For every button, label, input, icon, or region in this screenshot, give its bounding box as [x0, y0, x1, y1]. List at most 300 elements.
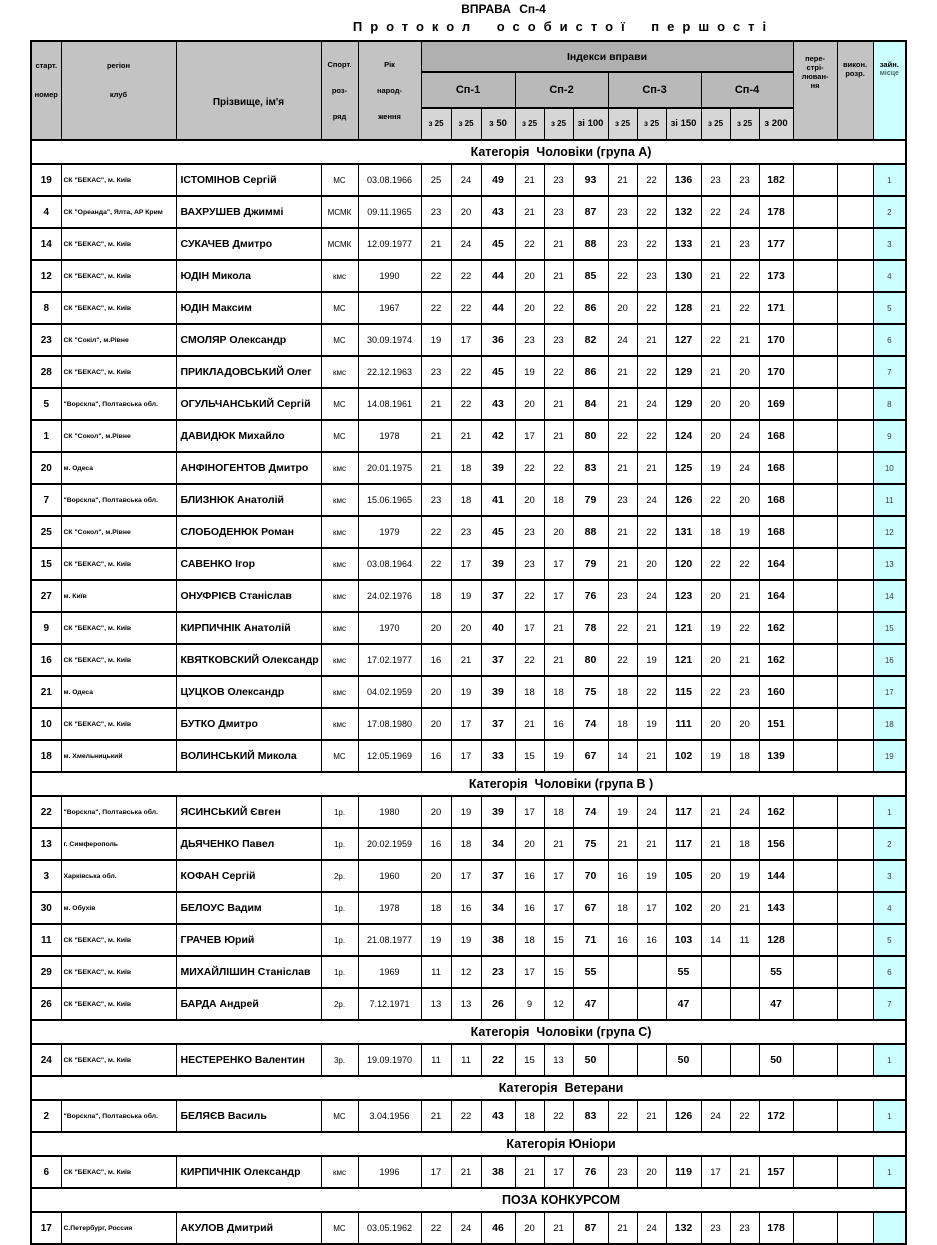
fulfilled-rank-cell [837, 324, 873, 356]
score-cell: 21 [515, 708, 544, 740]
score-cell: 22 [544, 356, 573, 388]
place-cell: 5 [873, 924, 906, 956]
score-cell: 19 [544, 740, 573, 772]
fulfilled-rank-cell [837, 260, 873, 292]
total-score-cell: 86 [573, 292, 608, 324]
score-cell: 20 [701, 892, 730, 924]
start-number-cell: 14 [31, 228, 61, 260]
rank-cell: МСМК [321, 196, 358, 228]
total-score-cell: 78 [573, 612, 608, 644]
score-cell: 22 [515, 228, 544, 260]
start-number-cell: 11 [31, 924, 61, 956]
start-number-cell: 26 [31, 988, 61, 1020]
score-cell: 24 [637, 484, 666, 516]
total-score-cell: 168 [759, 516, 793, 548]
total-score-cell: 164 [759, 548, 793, 580]
score-cell: 21 [515, 196, 544, 228]
subcol-header: з 25 [544, 108, 573, 140]
score-cell: 22 [515, 644, 544, 676]
start-number-cell: 29 [31, 956, 61, 988]
total-score-cell: 50 [759, 1044, 793, 1076]
place-cell: 1 [873, 1100, 906, 1132]
start-number-cell: 12 [31, 260, 61, 292]
total-score-cell: 93 [573, 164, 608, 196]
score-cell: 21 [421, 1100, 451, 1132]
score-cell: 14 [608, 740, 637, 772]
score-cell: 22 [451, 356, 481, 388]
rank-cell: МС [321, 1212, 358, 1244]
score-cell: 23 [608, 1156, 637, 1188]
score-cell: 24 [730, 452, 759, 484]
table-header [31, 41, 906, 140]
total-score-cell: 136 [666, 164, 701, 196]
total-score-cell: 50 [573, 1044, 608, 1076]
rank-cell: кмс [321, 548, 358, 580]
score-cell: 19 [451, 924, 481, 956]
total-score-cell: 164 [759, 580, 793, 612]
place-cell: 19 [873, 740, 906, 772]
score-cell: 23 [421, 356, 451, 388]
score-cell: 15 [515, 1044, 544, 1076]
score-cell: 17 [544, 580, 573, 612]
total-score-cell: 74 [573, 796, 608, 828]
rank-cell: МС [321, 324, 358, 356]
club-cell: СК "Сокол", м.Рівне [61, 516, 176, 548]
table-row [31, 228, 906, 260]
athlete-name-cell: КОФАН Сергій [176, 860, 321, 892]
score-cell: 21 [730, 892, 759, 924]
score-cell: 21 [421, 388, 451, 420]
place-cell: 18 [873, 708, 906, 740]
score-cell: 18 [451, 484, 481, 516]
total-score-cell: 55 [759, 956, 793, 988]
total-score-cell: 128 [759, 924, 793, 956]
score-cell: 23 [730, 228, 759, 260]
club-cell: Харківська обл. [61, 860, 176, 892]
score-cell: 21 [608, 516, 637, 548]
score-cell: 20 [637, 548, 666, 580]
total-score-cell: 169 [759, 388, 793, 420]
score-cell: 23 [544, 196, 573, 228]
table-row [31, 988, 906, 1020]
score-cell: 22 [637, 292, 666, 324]
score-cell: 22 [421, 516, 451, 548]
group-sp4-header: Сп-4 [701, 72, 793, 108]
table-row [31, 516, 906, 548]
subcol-total-header: зі 100 [573, 108, 608, 140]
athlete-name-cell: ВОЛИНСЬКИЙ Микола [176, 740, 321, 772]
shootoff-cell [793, 580, 837, 612]
score-cell: 21 [515, 1156, 544, 1188]
score-cell: 21 [421, 452, 451, 484]
club-cell: "Ворскла", Полтавська обл. [61, 484, 176, 516]
birth-year-header: Рік народ- ження [358, 41, 421, 140]
rank-cell: кмс [321, 356, 358, 388]
total-score-cell: 38 [481, 924, 515, 956]
rank-cell: кмс [321, 676, 358, 708]
total-score-cell: 88 [573, 228, 608, 260]
fulfilled-rank-cell [837, 612, 873, 644]
rank-cell: кмс [321, 516, 358, 548]
rank-cell: кмс [321, 644, 358, 676]
score-cell: 21 [730, 580, 759, 612]
birth-year-cell: 14.08.1961 [358, 388, 421, 420]
score-cell: 23 [515, 324, 544, 356]
total-score-cell: 151 [759, 708, 793, 740]
start-number-cell: 7 [31, 484, 61, 516]
score-cell: 21 [421, 420, 451, 452]
fulfilled-rank-cell [837, 988, 873, 1020]
shootoff-cell [793, 548, 837, 580]
shootoff-cell [793, 892, 837, 924]
total-score-cell: 178 [759, 196, 793, 228]
shootoff-cell [793, 708, 837, 740]
page-title: ВПРАВА Сп-4 [461, 2, 546, 16]
athlete-name-cell: СМОЛЯР Олександр [176, 324, 321, 356]
score-cell: 21 [701, 292, 730, 324]
total-score-cell: 87 [573, 1212, 608, 1244]
athlete-name-cell: КИРПИЧНІК Анатолій [176, 612, 321, 644]
score-cell: 21 [637, 1100, 666, 1132]
total-score-cell: 44 [481, 260, 515, 292]
place-cell: 4 [873, 260, 906, 292]
total-score-cell: 37 [481, 708, 515, 740]
start-number-cell: 4 [31, 196, 61, 228]
total-score-cell: 67 [573, 740, 608, 772]
score-cell: 17 [544, 1156, 573, 1188]
score-cell: 22 [637, 676, 666, 708]
score-cell: 18 [544, 796, 573, 828]
rank-cell: МС [321, 1100, 358, 1132]
rank-cell: кмс [321, 580, 358, 612]
birth-year-cell: 1996 [358, 1156, 421, 1188]
score-cell: 19 [701, 452, 730, 484]
shootoff-cell [793, 676, 837, 708]
score-cell: 18 [515, 676, 544, 708]
score-cell: 21 [608, 1212, 637, 1244]
athlete-name-cell: КВЯТКОВСКИЙ Олександр [176, 644, 321, 676]
score-cell: 16 [608, 924, 637, 956]
place-cell: 2 [873, 196, 906, 228]
score-cell: 17 [515, 612, 544, 644]
score-cell: 20 [451, 196, 481, 228]
shootoff-cell [793, 612, 837, 644]
table-row [31, 388, 906, 420]
score-cell: 9 [515, 988, 544, 1020]
score-cell: 21 [608, 452, 637, 484]
score-cell: 21 [515, 164, 544, 196]
score-cell: 23 [451, 516, 481, 548]
birth-year-cell: 03.08.1966 [358, 164, 421, 196]
score-cell: 21 [701, 260, 730, 292]
rank-cell: 1р. [321, 828, 358, 860]
category-row [31, 772, 906, 796]
table-row [31, 580, 906, 612]
table-row [31, 420, 906, 452]
score-cell [637, 988, 666, 1020]
document-header [0, 2, 937, 34]
table-row [31, 196, 906, 228]
place-cell [873, 1212, 906, 1244]
fulfilled-rank-cell [837, 828, 873, 860]
shootoff-cell [793, 828, 837, 860]
fulfilled-rank-cell [837, 892, 873, 924]
athlete-name-cell: ЯСИНСЬКИЙ Євген [176, 796, 321, 828]
total-score-cell: 83 [573, 1100, 608, 1132]
score-cell: 18 [544, 676, 573, 708]
athlete-name-cell: БЕЛОУС Вадим [176, 892, 321, 924]
place-cell: 13 [873, 548, 906, 580]
score-cell: 16 [421, 828, 451, 860]
score-cell: 18 [608, 708, 637, 740]
score-cell: 21 [637, 740, 666, 772]
athlete-name-cell: СЛОБОДЕНЮК Роман [176, 516, 321, 548]
place-cell: 6 [873, 956, 906, 988]
club-cell: м. Хмельницький [61, 740, 176, 772]
athlete-name-header: Прізвище, ім'я [176, 41, 321, 140]
total-score-cell: 125 [666, 452, 701, 484]
score-cell: 21 [544, 1212, 573, 1244]
score-cell: 22 [515, 580, 544, 612]
score-cell: 22 [608, 1100, 637, 1132]
score-cell: 20 [701, 580, 730, 612]
total-score-cell: 143 [759, 892, 793, 924]
score-cell: 21 [608, 388, 637, 420]
score-cell: 18 [451, 452, 481, 484]
score-cell: 22 [730, 548, 759, 580]
score-cell: 19 [701, 612, 730, 644]
score-cell: 23 [730, 1212, 759, 1244]
group-sp1-header: Сп-1 [421, 72, 515, 108]
score-cell: 22 [451, 1100, 481, 1132]
club-cell: СК "БЕКАС", м. Київ [61, 612, 176, 644]
score-cell: 20 [730, 356, 759, 388]
category-title: Категорія Чоловіки (група С) [31, 1020, 906, 1044]
table-row [31, 164, 906, 196]
fulfilled-rank-cell [837, 1212, 873, 1244]
score-cell: 21 [544, 260, 573, 292]
rank-cell: кмс [321, 612, 358, 644]
total-score-cell: 126 [666, 1100, 701, 1132]
score-cell: 11 [421, 1044, 451, 1076]
club-cell: СК "БЕКАС", м. Київ [61, 988, 176, 1020]
score-cell: 19 [421, 324, 451, 356]
total-score-cell: 178 [759, 1212, 793, 1244]
score-cell: 22 [701, 484, 730, 516]
total-score-cell: 127 [666, 324, 701, 356]
total-score-cell: 34 [481, 892, 515, 924]
place-cell: 6 [873, 324, 906, 356]
score-cell [701, 988, 730, 1020]
athlete-name-cell: ЦУЦКОВ Олександр [176, 676, 321, 708]
score-cell: 16 [608, 860, 637, 892]
score-cell: 17 [451, 548, 481, 580]
score-cell: 19 [515, 356, 544, 388]
birth-year-cell: 1967 [358, 292, 421, 324]
score-cell: 15 [515, 740, 544, 772]
score-cell: 22 [730, 292, 759, 324]
score-cell: 17 [515, 420, 544, 452]
group-sp2-header: Сп-2 [515, 72, 608, 108]
place-header: зайн. місце [873, 41, 906, 140]
start-number-cell: 30 [31, 892, 61, 924]
start-number-cell: 25 [31, 516, 61, 548]
score-cell: 19 [451, 676, 481, 708]
place-cell: 17 [873, 676, 906, 708]
total-score-cell: 39 [481, 452, 515, 484]
rank-cell: МС [321, 420, 358, 452]
shootoff-cell [793, 196, 837, 228]
score-cell: 20 [515, 1212, 544, 1244]
start-number-cell: 15 [31, 548, 61, 580]
place-cell: 2 [873, 828, 906, 860]
score-cell: 21 [637, 612, 666, 644]
rank-cell: кмс [321, 452, 358, 484]
table-row [31, 548, 906, 580]
total-score-cell: 128 [666, 292, 701, 324]
athlete-name-cell: ВАХРУШЕВ Джиммі [176, 196, 321, 228]
fulfilled-rank-cell [837, 292, 873, 324]
score-cell: 22 [637, 356, 666, 388]
total-score-cell: 79 [573, 484, 608, 516]
start-number-cell: 18 [31, 740, 61, 772]
total-score-cell: 82 [573, 324, 608, 356]
total-score-cell: 47 [573, 988, 608, 1020]
total-score-cell: 49 [481, 164, 515, 196]
club-cell: СК "Сокол", м.Рівне [61, 420, 176, 452]
score-cell: 24 [701, 1100, 730, 1132]
club-cell: м. Обухів [61, 892, 176, 924]
score-cell: 20 [421, 676, 451, 708]
athlete-name-cell: ПРИКЛАДОВСЬКИЙ Олег [176, 356, 321, 388]
category-title: Категорія Чоловіки (група А) [31, 140, 906, 164]
start-number-cell: 6 [31, 1156, 61, 1188]
total-score-cell: 43 [481, 196, 515, 228]
total-score-cell: 67 [573, 892, 608, 924]
total-score-cell: 80 [573, 644, 608, 676]
athlete-name-cell: ДЬЯЧЕНКО Павел [176, 828, 321, 860]
score-cell: 22 [608, 420, 637, 452]
category-row [31, 140, 906, 164]
total-score-cell: 130 [666, 260, 701, 292]
score-cell: 18 [421, 580, 451, 612]
score-cell: 20 [421, 860, 451, 892]
place-cell: 14 [873, 580, 906, 612]
shootoff-cell [793, 420, 837, 452]
club-cell: СК "БЕКАС", м. Київ [61, 708, 176, 740]
score-cell: 23 [637, 260, 666, 292]
score-cell: 22 [637, 228, 666, 260]
total-score-cell: 75 [573, 828, 608, 860]
total-score-cell: 131 [666, 516, 701, 548]
birth-year-cell: 3.04.1956 [358, 1100, 421, 1132]
score-cell [637, 1044, 666, 1076]
rank-cell: кмс [321, 260, 358, 292]
fulfilled-rank-cell [837, 956, 873, 988]
total-score-cell: 39 [481, 548, 515, 580]
place-cell: 9 [873, 420, 906, 452]
birth-year-cell: 03.08.1964 [358, 548, 421, 580]
club-cell: г. Симферополь [61, 828, 176, 860]
total-score-cell: 103 [666, 924, 701, 956]
fulfilled-rank-cell [837, 196, 873, 228]
score-cell: 20 [730, 484, 759, 516]
shootoff-cell [793, 228, 837, 260]
athlete-name-cell: ГРАЧЕВ Юрий [176, 924, 321, 956]
birth-year-cell: 1978 [358, 420, 421, 452]
score-cell: 17 [421, 1156, 451, 1188]
place-cell: 1 [873, 1156, 906, 1188]
score-cell: 16 [637, 924, 666, 956]
subcol-header: з 25 [515, 108, 544, 140]
score-cell: 15 [544, 924, 573, 956]
score-cell: 16 [421, 740, 451, 772]
total-score-cell: 70 [573, 860, 608, 892]
subcol-header: з 25 [701, 108, 730, 140]
total-score-cell: 33 [481, 740, 515, 772]
birth-year-cell: 20.01.1975 [358, 452, 421, 484]
category-title: Категорія Ветерани [31, 1076, 906, 1100]
score-cell [608, 956, 637, 988]
shootoff-cell [793, 988, 837, 1020]
score-cell: 14 [701, 924, 730, 956]
score-cell: 17 [544, 548, 573, 580]
score-cell: 21 [544, 228, 573, 260]
athlete-name-cell: БЕЛЯЄВ Василь [176, 1100, 321, 1132]
score-cell: 18 [515, 924, 544, 956]
start-number-cell: 24 [31, 1044, 61, 1076]
score-cell: 18 [544, 484, 573, 516]
score-cell: 11 [421, 956, 451, 988]
total-score-cell: 37 [481, 644, 515, 676]
shootoff-cell [793, 796, 837, 828]
table-row [31, 1212, 906, 1244]
score-cell: 23 [701, 1212, 730, 1244]
total-score-cell: 117 [666, 796, 701, 828]
fulfilled-rank-cell [837, 484, 873, 516]
total-score-cell: 171 [759, 292, 793, 324]
score-cell: 21 [608, 164, 637, 196]
score-cell: 25 [421, 164, 451, 196]
shootoff-cell [793, 516, 837, 548]
score-cell: 19 [637, 860, 666, 892]
birth-year-cell: 1979 [358, 516, 421, 548]
score-cell: 17 [451, 708, 481, 740]
category-row [31, 1188, 906, 1212]
fulfilled-rank-cell [837, 420, 873, 452]
score-cell: 13 [544, 1044, 573, 1076]
score-cell: 22 [701, 196, 730, 228]
table-row [31, 796, 906, 828]
total-score-cell: 22 [481, 1044, 515, 1076]
total-score-cell: 129 [666, 356, 701, 388]
score-cell: 19 [421, 924, 451, 956]
score-cell [730, 1044, 759, 1076]
score-cell: 22 [637, 420, 666, 452]
shootoff-cell [793, 1212, 837, 1244]
shootoff-cell [793, 356, 837, 388]
score-cell: 21 [451, 644, 481, 676]
fulfilled-rank-cell [837, 1100, 873, 1132]
total-score-cell: 79 [573, 548, 608, 580]
total-score-cell: 23 [481, 956, 515, 988]
indices-header: Індекси вправи [421, 41, 793, 72]
shootoff-cell [793, 292, 837, 324]
sport-rank-header: Спорт. роз- ряд [321, 41, 358, 140]
total-score-cell: 162 [759, 644, 793, 676]
score-cell: 23 [515, 516, 544, 548]
subcol-header: з 25 [451, 108, 481, 140]
